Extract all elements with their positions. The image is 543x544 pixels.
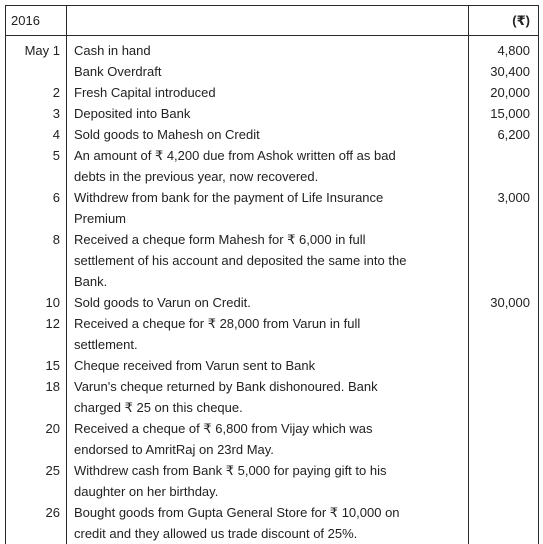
entry-date-spacer xyxy=(6,397,66,418)
entry-amount-spacer xyxy=(469,397,538,418)
entry-date-spacer xyxy=(6,334,66,355)
entry-date: 5 xyxy=(6,145,66,166)
entry-amount-spacer xyxy=(469,334,538,355)
entry-amount: 15,000 xyxy=(469,103,538,124)
entry-description-line: endorsed to AmritRaj on 23rd May. xyxy=(67,439,468,460)
entry-description-line: Received a cheque form Mahesh for ₹ 6,000 in full xyxy=(67,229,468,250)
entry-date: 8 xyxy=(6,229,66,250)
entry-amount xyxy=(469,376,538,397)
entry-date-spacer xyxy=(6,166,66,187)
amount-column xyxy=(469,36,539,544)
entry-description-line: credit and they allowed us trade discount of 25%. xyxy=(67,523,468,544)
entry-date-spacer xyxy=(6,271,66,292)
entry-description-line: Withdrew from bank for the payment of Life Insurance xyxy=(67,187,468,208)
entry-amount xyxy=(469,418,538,439)
entry-date: May 1 xyxy=(6,40,66,61)
entry-description-line: Fresh Capital introduced xyxy=(67,82,468,103)
entry-date: 6 xyxy=(6,187,66,208)
entry-date: 25 xyxy=(6,460,66,481)
entry-amount-spacer xyxy=(469,481,538,502)
entry-date-spacer xyxy=(6,250,66,271)
entry-description-line: Withdrew cash from Bank ₹ 5,000 for paying gift to his xyxy=(67,460,468,481)
year-header: 2016 xyxy=(6,6,67,36)
entry-date-spacer xyxy=(6,523,66,544)
entry-description-line: Premium xyxy=(67,208,468,229)
entry-description-line: Varun's cheque returned by Bank dishonoured. Bank xyxy=(67,376,468,397)
entry-description-line: settlement. xyxy=(67,334,468,355)
entry-amount: 30,400 xyxy=(469,61,538,82)
header-row xyxy=(6,6,539,36)
entry-date: 20 xyxy=(6,418,66,439)
entry-amount-spacer xyxy=(469,523,538,544)
entry-date: 12 xyxy=(6,313,66,334)
entry-description-line: charged ₹ 25 on this cheque. xyxy=(67,397,468,418)
entry-description-line: settlement of his account and deposited the same into the xyxy=(67,250,468,271)
entry-description-line: Received a cheque for ₹ 28,000 from Varun in full xyxy=(67,313,468,334)
entry-amount xyxy=(469,355,538,376)
entry-amount xyxy=(469,460,538,481)
entry-amount-spacer xyxy=(469,271,538,292)
entry-date: 15 xyxy=(6,355,66,376)
entry-date-spacer xyxy=(6,439,66,460)
entry-date xyxy=(6,61,66,82)
entry-amount-spacer xyxy=(469,250,538,271)
date-column xyxy=(6,36,67,544)
entry-date: 2 xyxy=(6,82,66,103)
entry-amount: 4,800 xyxy=(469,40,538,61)
entry-description-line: Deposited into Bank xyxy=(67,103,468,124)
entry-amount xyxy=(469,313,538,334)
entry-description-line: Bank. xyxy=(67,271,468,292)
transactions-table xyxy=(5,5,539,544)
entry-date: 26 xyxy=(6,502,66,523)
entry-date: 4 xyxy=(6,124,66,145)
entry-amount xyxy=(469,502,538,523)
entry-description-line: Cheque received from Varun sent to Bank xyxy=(67,355,468,376)
entry-amount xyxy=(469,229,538,250)
entry-amount-spacer xyxy=(469,439,538,460)
description-column xyxy=(67,36,469,544)
description-header xyxy=(67,6,469,36)
entry-amount: 6,200 xyxy=(469,124,538,145)
entry-amount-spacer xyxy=(469,208,538,229)
entry-description-line: debts in the previous year, now recovered. xyxy=(67,166,468,187)
entry-amount: 3,000 xyxy=(469,187,538,208)
entry-date: 10 xyxy=(6,292,66,313)
entry-amount-spacer xyxy=(469,166,538,187)
amount-header: (₹) xyxy=(469,6,539,36)
entry-date: 18 xyxy=(6,376,66,397)
entries-body xyxy=(6,36,539,544)
entry-date: 3 xyxy=(6,103,66,124)
entry-description-line: Received a cheque of ₹ 6,800 from Vijay which was xyxy=(67,418,468,439)
entry-description-line: Sold goods to Varun on Credit. xyxy=(67,292,468,313)
entry-description-line: An amount of ₹ 4,200 due from Ashok written off as bad xyxy=(67,145,468,166)
entry-description-line: daughter on her birthday. xyxy=(67,481,468,502)
entry-description-line: Bank Overdraft xyxy=(67,61,468,82)
entry-amount: 30,000 xyxy=(469,292,538,313)
entry-date-spacer xyxy=(6,481,66,502)
entry-description-line: Sold goods to Mahesh on Credit xyxy=(67,124,468,145)
entry-amount: 20,000 xyxy=(469,82,538,103)
entry-description-line: Bought goods from Gupta General Store for ₹ 10,000 on xyxy=(67,502,468,523)
entry-date-spacer xyxy=(6,208,66,229)
entry-description-line: Cash in hand xyxy=(67,40,468,61)
entry-amount xyxy=(469,145,538,166)
